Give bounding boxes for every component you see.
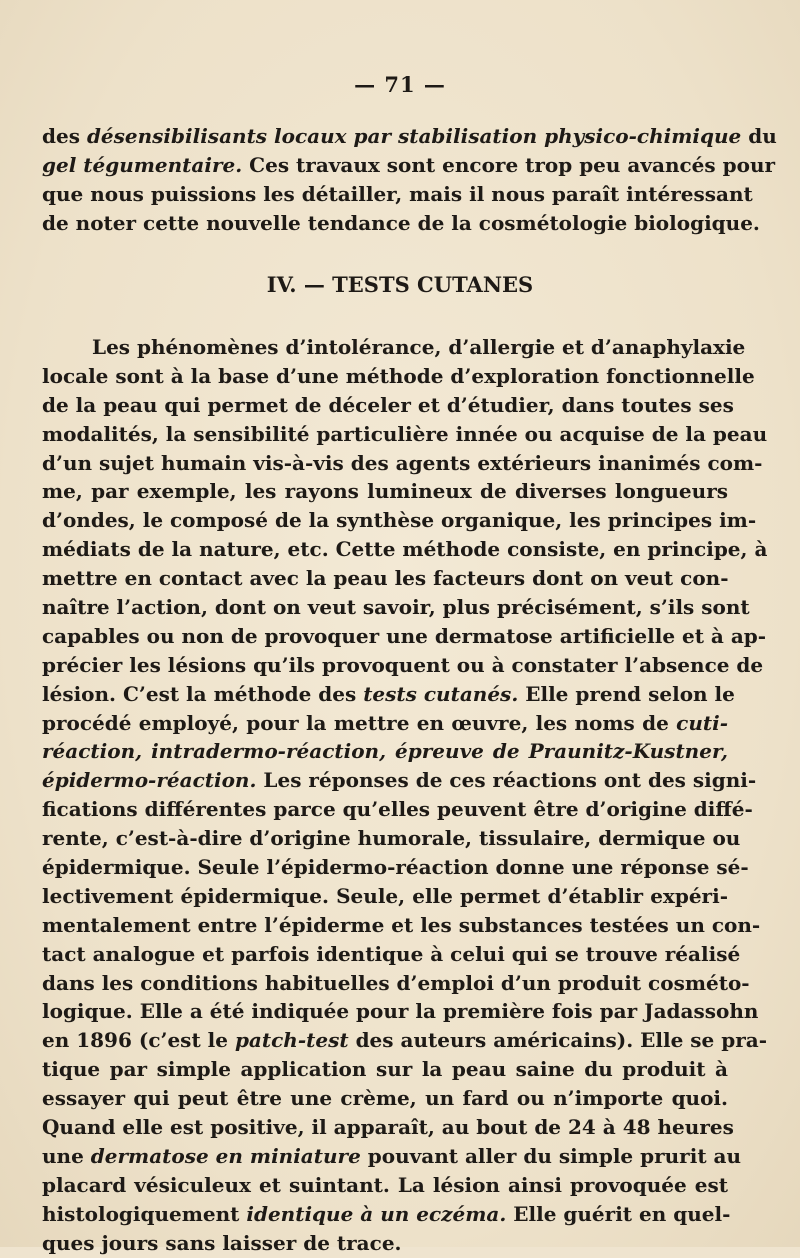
text-line: [42, 709, 728, 738]
text-run: procédé employé, pour la mettre en œuvre, les noms de: [42, 710, 677, 735]
text-line: [42, 477, 728, 506]
text-run: essayer qui peut être une crème, un fard ou n’importe quoi.: [42, 1086, 728, 1111]
italic-text: tests cutanés.: [363, 681, 519, 706]
text-line: [42, 564, 728, 593]
text-run: Elle guérit en quel-: [506, 1201, 731, 1226]
text-line: [42, 333, 746, 362]
italic-text: désensibilisants locaux par stabilisation physico-chimique: [86, 124, 742, 148]
text-line: [42, 449, 763, 478]
text-run: tique par simple application sur la peau saine du produit à: [42, 1057, 728, 1082]
text-run: naître l’action, dont on veut savoir, plus précisément, s’ils sont: [42, 595, 750, 620]
text-line: [42, 1200, 731, 1229]
text-line: [42, 766, 757, 795]
text-run: d’un sujet humain vis-à-vis des agents extérieurs inanimés com-: [42, 450, 763, 475]
text-line: [42, 362, 755, 391]
italic-text: épidermo-réaction.: [42, 768, 257, 793]
text-run: mettre en contact avec la peau les facteurs dont on veut con-: [42, 566, 729, 591]
text-line: [42, 1142, 742, 1171]
italic-text: identique à un eczéma.: [246, 1201, 507, 1226]
text-line: [42, 1229, 728, 1258]
intro-paragraph: [42, 122, 777, 238]
text-line: [42, 853, 749, 882]
text-line: [42, 593, 750, 622]
text-run: ques jours sans laisser de trace.: [42, 1230, 402, 1255]
text-run: Quand elle est positive, il apparaît, au bout de 24 à 48 heures: [42, 1115, 734, 1140]
italic-text: patch-test: [234, 1028, 349, 1053]
text-run: locale sont à la base d’une méthode d’exploration fonctionnelle: [42, 363, 755, 388]
text-run: me, par exemple, les rayons lumineux de diverses longueurs: [42, 479, 728, 504]
italic-text: dermatose en miniature: [90, 1143, 361, 1168]
text-line: [42, 680, 735, 709]
text-run: des: [42, 124, 87, 148]
text-line: [42, 622, 767, 651]
text-line: [42, 420, 768, 449]
text-run: placard vésiculeux et suintant. La lésion ainsi provoquée est: [42, 1172, 728, 1197]
text-line: [42, 997, 759, 1026]
text-run: d’ondes, le composé de la synthèse organique, les principes im-: [42, 508, 757, 533]
italic-text: gel tégumentaire.: [42, 152, 243, 177]
text-run: des auteurs américains). Elle se pra-: [348, 1028, 768, 1053]
text-run: du: [741, 124, 777, 148]
text-run: médiats de la nature, etc. Cette méthode consiste, en principe, à: [42, 537, 768, 562]
text-run: en 1896 (c’est le: [42, 1028, 235, 1053]
text-line: [42, 151, 776, 180]
text-line: [42, 940, 741, 969]
text-run: rente, c’est-à-dire d’origine humorale, tissulaire, dermique ou: [42, 826, 741, 851]
italic-text: cuti-: [676, 710, 728, 735]
text-line: [42, 969, 750, 998]
text-run: Ces travaux sont encore trop peu avancés pour: [242, 152, 776, 177]
text-line: [42, 506, 757, 535]
main-paragraph: [42, 333, 768, 1258]
text-run: fications différentes parce qu’elles peuvent être d’origine diffé-: [42, 797, 753, 822]
text-run: histologiquement: [42, 1201, 247, 1226]
text-line: [42, 209, 760, 238]
text-line: [42, 882, 728, 911]
text-run: modalités, la sensibilité particulière innée ou acquise de la peau: [42, 421, 768, 446]
text-line: [42, 1055, 728, 1084]
text-line: [42, 795, 753, 824]
text-run: précier les lésions qu’ils provoquent ou à constater l’absence de: [42, 652, 764, 677]
text-run: une: [42, 1143, 91, 1168]
text-line: [42, 122, 777, 151]
text-line: [42, 737, 728, 766]
text-run: dans les conditions habituelles d’emploi d’un produit cosméto-: [42, 970, 750, 995]
text-line: [42, 824, 741, 853]
text-line: [42, 1171, 728, 1200]
page-number: — 71 —: [354, 72, 446, 97]
text-run: capables ou non de provoquer une dermatose artificielle et à ap-: [42, 623, 767, 648]
text-run: pouvant aller du simple prurit au: [360, 1143, 742, 1168]
text-run: Elle prend selon le: [518, 681, 735, 706]
text-run: que nous puissions les détailler, mais il nous paraît intéressant: [42, 181, 753, 206]
text-line: [42, 180, 753, 209]
text-run: logique. Elle a été indiquée pour la première fois par Jadassohn: [42, 999, 759, 1024]
text-line: [42, 651, 764, 680]
text-run: de la peau qui permet de déceler et d’étudier, dans toutes ses: [42, 392, 734, 417]
text-run: épidermique. Seule l’épidermo-réaction donne une réponse sé-: [42, 855, 749, 880]
text-run: de noter cette nouvelle tendance de la cosmétologie biologique.: [42, 210, 760, 235]
section-title: IV. — TESTS CUTANES: [266, 272, 534, 297]
text-line: [42, 1084, 728, 1113]
text-line: [42, 391, 734, 420]
text-run: lectivement épidermique. Seule, elle permet d’établir expéri-: [42, 883, 728, 908]
text-run: mentalement entre l’épiderme et les substances testées un con-: [42, 912, 761, 937]
text-line: [42, 1026, 768, 1055]
text-run: lésion. C’est la méthode des: [42, 681, 364, 706]
text-run: Les phénomènes d’intolérance, d’allergie et d’anaphylaxie: [92, 335, 746, 359]
text-line: [42, 1113, 734, 1142]
italic-text: réaction, intradermo-réaction, épreuve de Praunitz-Kustner,: [42, 739, 728, 764]
text-line: [42, 535, 768, 564]
text-run: Les réponses de ces réactions ont des signi-: [256, 768, 757, 793]
text-line: [42, 911, 761, 940]
text-run: tact analogue et parfois identique à celui qui se trouve réalisé: [42, 941, 741, 966]
